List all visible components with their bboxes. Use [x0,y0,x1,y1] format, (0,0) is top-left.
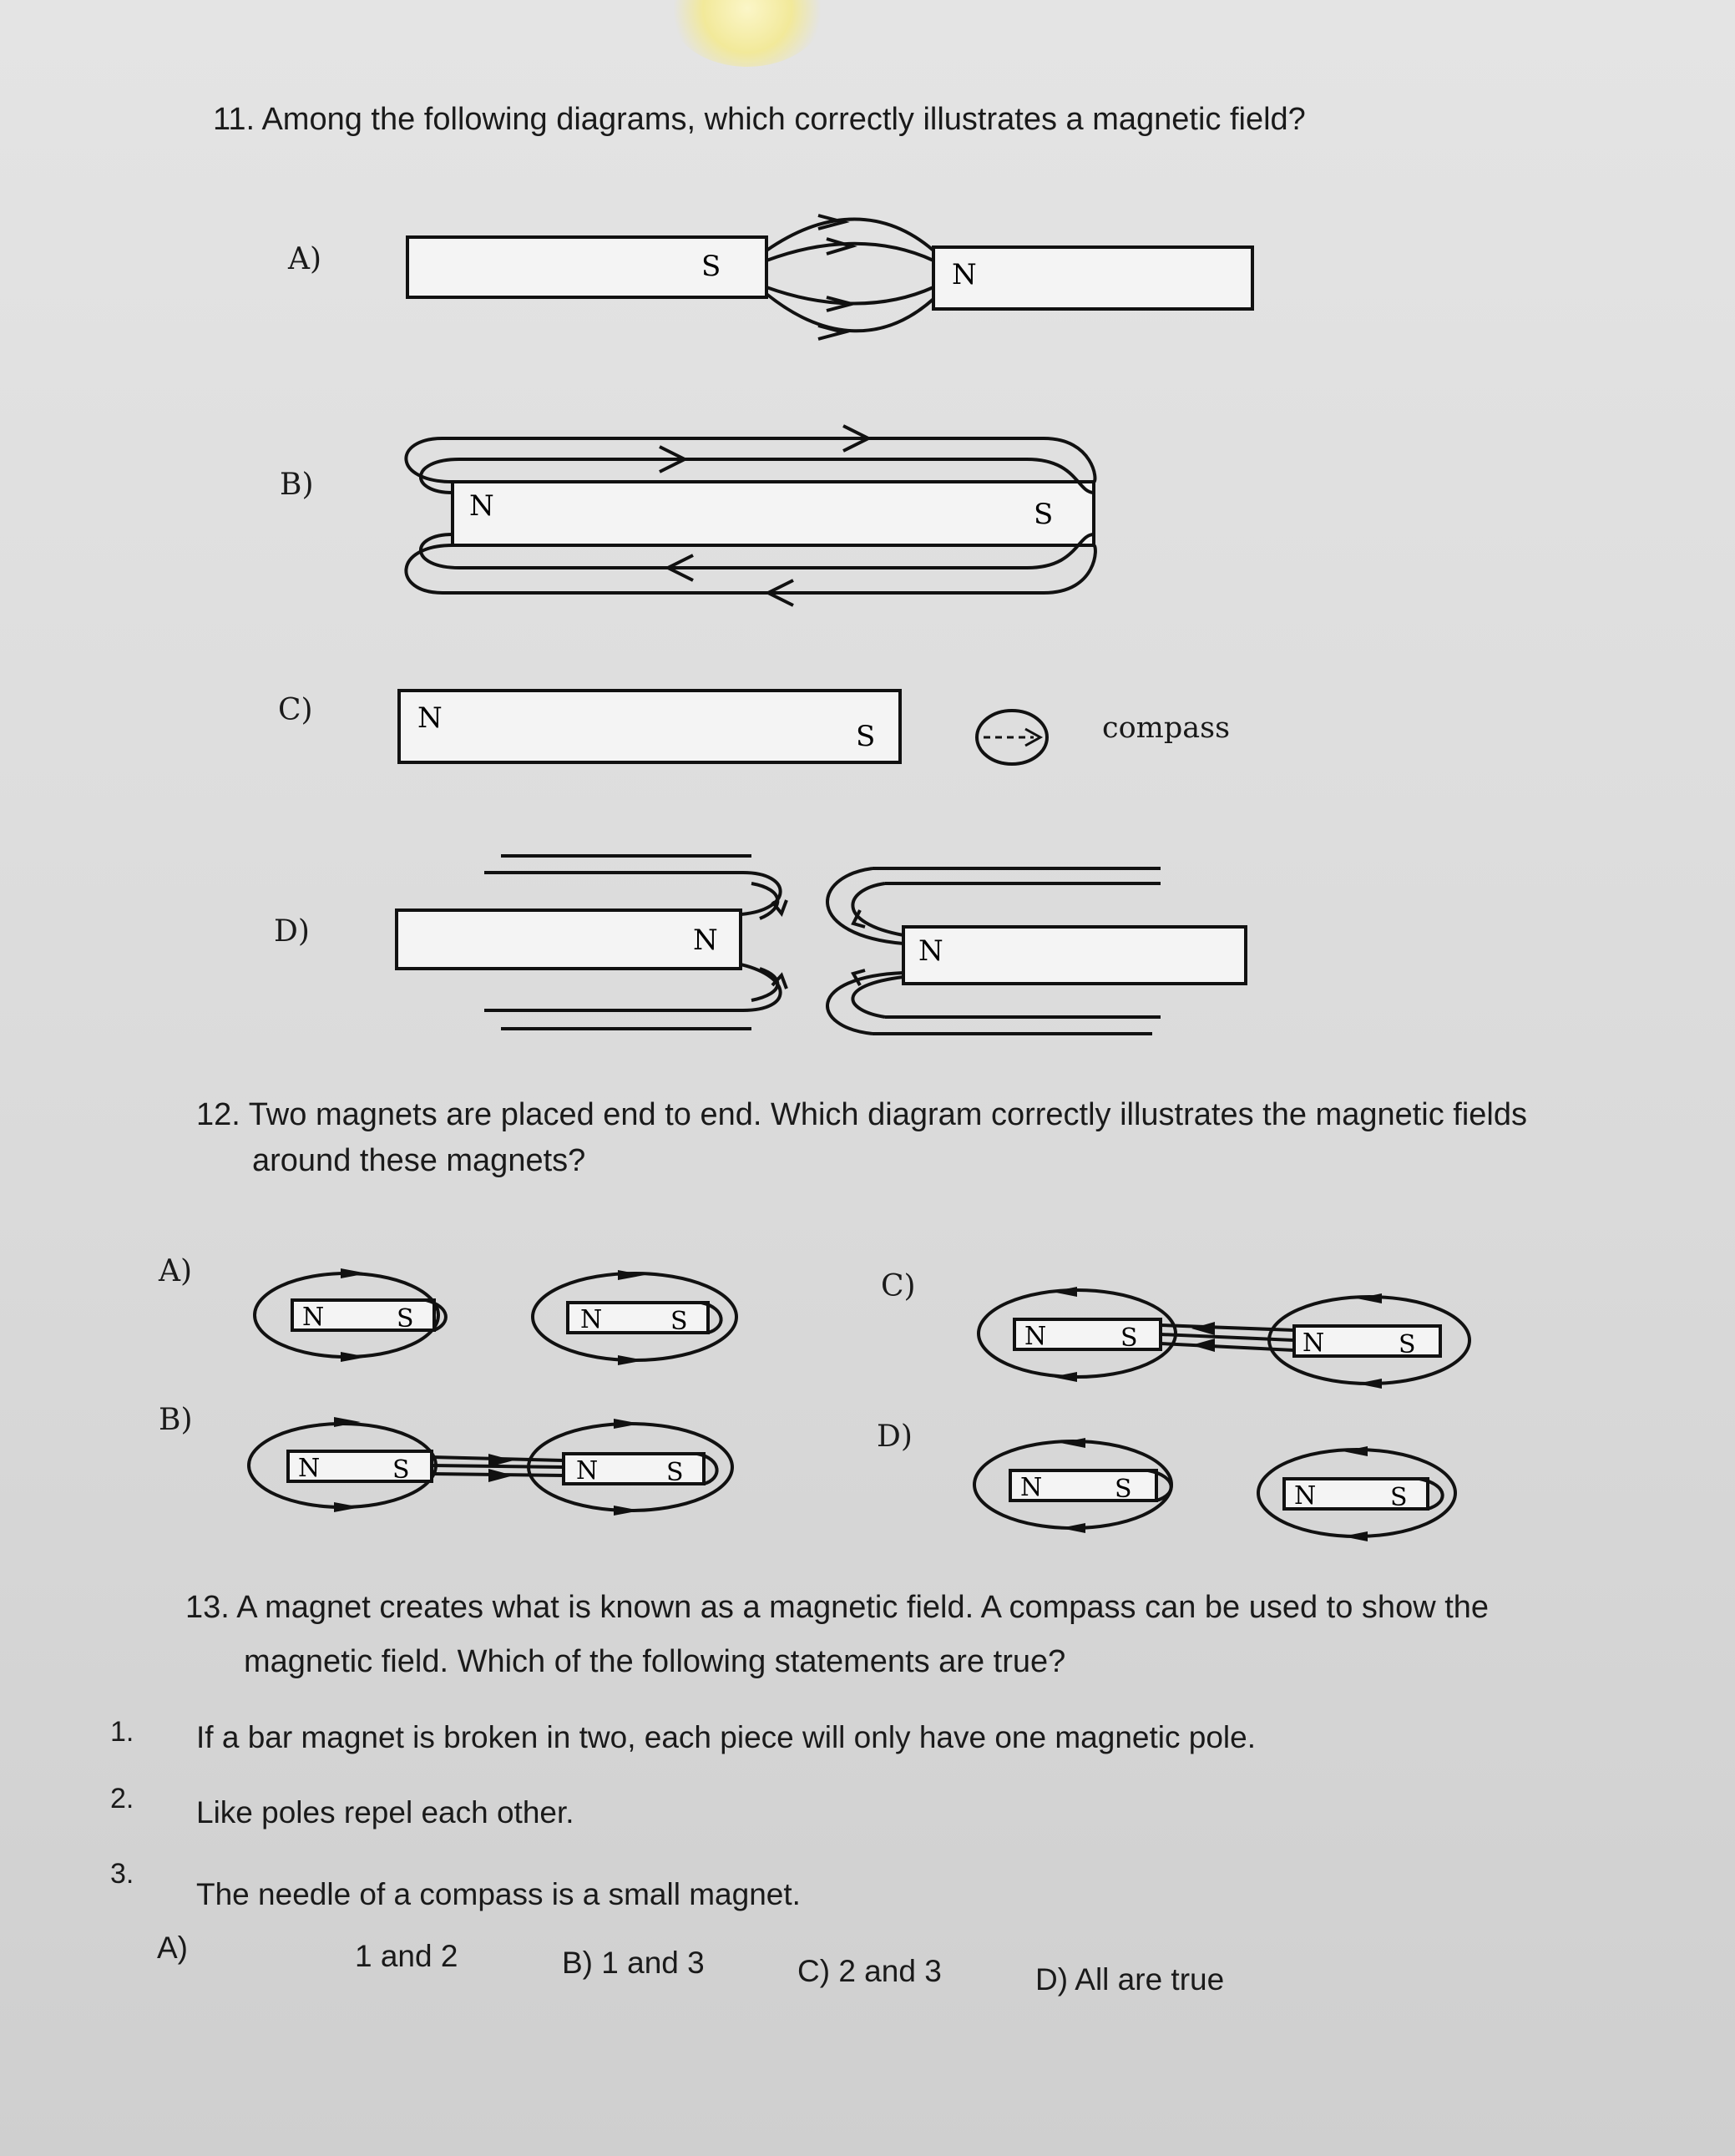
q12-d-magnet1-s: S [1115,1475,1132,1504]
q12-d-magnet2-s: S [1390,1483,1408,1512]
q11-diagram-a [392,200,1294,359]
question-12-line-1: 12. Two magnets are placed end to end. Which diagram correctly illustrates the magnetic fields [196,1097,1527,1132]
q12-c-magnet1-s: S [1120,1323,1138,1353]
q11-b-right-pole: S [1034,498,1054,531]
q12-a-magnet2-n: N [580,1305,603,1334]
answer-c: C) 2 and 3 [797,1954,942,1988]
answer-a-label: A) [157,1931,188,1965]
compass-icon [969,706,1060,772]
q11-c-right-pole: S [856,720,876,753]
q12-option-b-label: B) [159,1403,193,1437]
statement-3-number: 3. [110,1858,134,1890]
q12-c-magnet2-n: N [1303,1329,1325,1358]
q11-option-d-label: D) [274,914,310,949]
q12-b-magnet1-s: S [392,1455,410,1485]
q12-c-magnet1-n: N [1024,1322,1047,1351]
q12-a-magnet1-s: S [397,1304,414,1334]
answer-a-text: 1 and 2 [355,1939,458,1973]
statement-1-number: 1. [110,1716,134,1748]
question-13-line-1: 13. A magnet creates what is known as a magnetic field. A compass can be used to show the [185,1590,1490,1625]
q12-diagram-c [973,1273,1474,1399]
q11-diagram-c [392,681,910,772]
q12-diagram-b [246,1407,747,1520]
answer-b: B) 1 and 3 [562,1946,705,1980]
q12-b-magnet2-n: N [576,1456,599,1485]
q11-diagram-d [392,843,1261,1044]
q12-b-magnet2-s: S [666,1458,684,1487]
screen-glare [668,0,827,67]
q12-c-magnet2-s: S [1399,1330,1416,1359]
q11-a-left-pole: S [701,250,721,283]
q12-b-magnet1-n: N [298,1454,321,1483]
statement-2-number: 2. [110,1783,134,1814]
question-11-text: 11. Among the following diagrams, which correctly illustrates a magnetic field? [213,102,1306,137]
q11-option-b-label: B) [280,468,314,502]
q12-d-magnet2-n: N [1294,1481,1317,1511]
question-12-line-2: around these magnets? [252,1143,586,1178]
q12-option-d-label: D) [877,1420,913,1454]
q11-a-right-pole: N [952,258,977,291]
q11-c-left-pole: N [417,701,443,735]
statement-3-text: The needle of a compass is a small magnet. [196,1877,801,1911]
q12-option-a-label: A) [159,1254,193,1288]
q11-diagram-b [392,413,1110,610]
q12-option-c-label: C) [881,1269,916,1303]
q12-a-magnet1-n: N [302,1303,325,1332]
compass-label: compass [1102,711,1231,745]
q11-b-left-pole: N [469,489,494,523]
q11-d-left-pole: N [693,924,718,957]
q11-option-a-label: A) [288,242,322,276]
answer-d: D) All are true [1035,1962,1225,1997]
q12-a-magnet2-s: S [670,1307,688,1336]
q11-option-c-label: C) [278,693,313,727]
question-13-line-2: magnetic field. Which of the following statements are true? [244,1644,1066,1679]
q11-d-right-pole: N [918,934,943,968]
q12-diagram-a [250,1257,751,1369]
statement-2-text: Like poles repel each other. [196,1795,574,1830]
q12-d-magnet1-n: N [1020,1473,1043,1502]
q12-diagram-d [969,1426,1469,1551]
statement-1-text: If a bar magnet is broken in two, each piece will only have one magnetic pole. [196,1720,1257,1754]
